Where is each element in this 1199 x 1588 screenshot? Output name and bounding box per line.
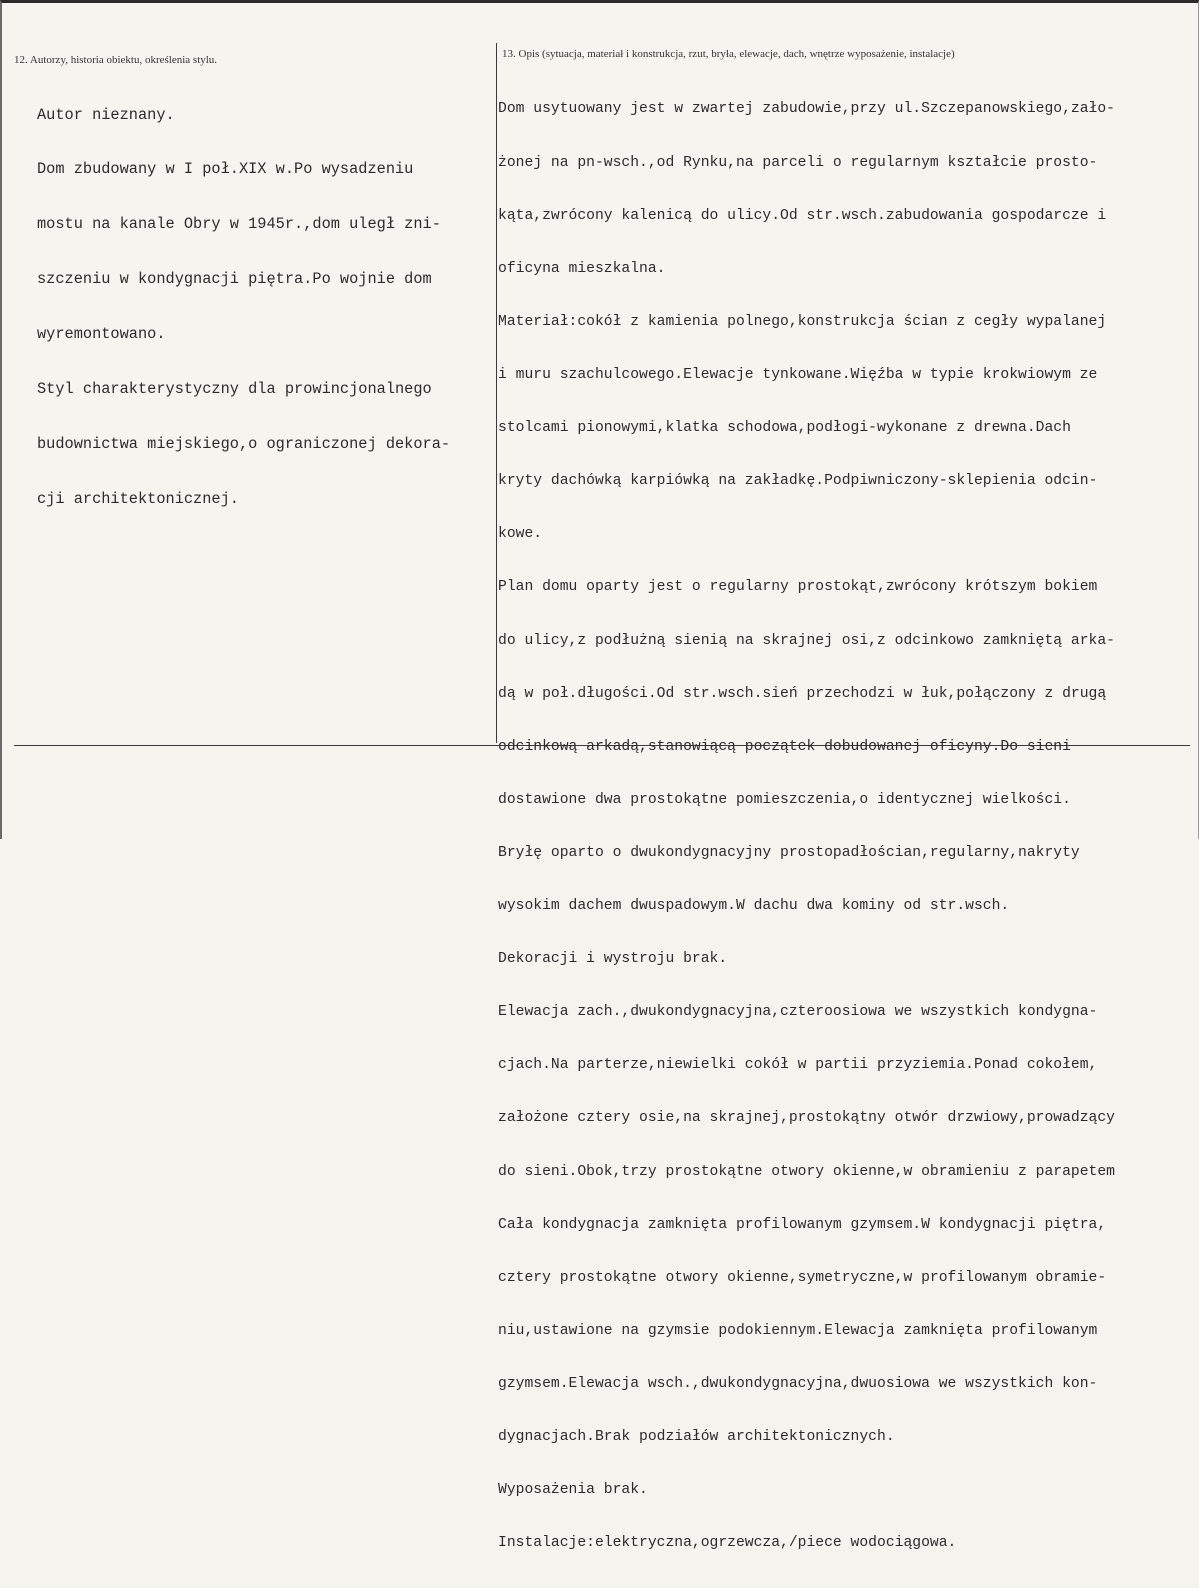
text-line: żonej na pn-wsch.,od Rynku,na parceli o regularnym kształcie prosto- — [498, 154, 1098, 171]
section-12-header: 12. Autorzy, historia obiektu, określenia stylu. — [14, 54, 218, 66]
text-line: kąta,zwrócony kalenicą do ulicy.Od str.wsch.zabudowania gospodarcze i — [498, 207, 1107, 224]
text-line: gzymsem.Elewacja wsch.,dwukondygnacyjna,dwuosiowa we wszystkich kon- — [498, 1376, 1098, 1393]
text-line: Dom zbudowany w I poł.XIX w.Po wysadzeniu — [37, 160, 414, 179]
text-line: Wyposażenia brak. — [498, 1482, 648, 1499]
text-line: założone cztery osie,na skrajnej,prostokątny otwór drzwiowy,prowadzący — [498, 1110, 1115, 1127]
text-line: oficyna mieszkalna. — [498, 260, 666, 277]
text-line: cztery prostokątne otwory okienne,symetryczne,w profilowanym obramie- — [498, 1269, 1107, 1286]
text-line: mostu na kanale Obry w 1945r.,dom uległ zni- — [37, 215, 441, 234]
text-line: cji architektonicznej. — [37, 489, 239, 508]
text-line: Dom usytuowany jest w zwartej zabudowie,przy ul.Szczepanowskiego,zało- — [498, 101, 1115, 118]
text-line: niu,ustawione na gzymsie podokiennym.Elewacja zamknięta profilowanym — [498, 1322, 1098, 1339]
text-line: odcinkową arkadą,stanowiącą początek dobudowanej oficyny.Do sieni — [498, 738, 1071, 755]
text-line: wyremontowano. — [37, 325, 166, 344]
text-line: wysokim dachem dwuspadowym.W dachu dwa kominy od str.wsch. — [498, 898, 1010, 915]
section-13-header: 13. Opis (sytuacja, materiał i konstrukcja, rzut, bryła, elewacje, dach, wnętrze wyposażenie, instalacje) — [502, 48, 955, 60]
text-line: Bryłę oparto o dwukondygnacyjny prostopadłościan,regularny,nakryty — [498, 844, 1080, 861]
text-line: Styl charakterystyczny dla prowincjonalnego — [37, 380, 432, 399]
text-line: budownictwa miejskiego,o ograniczonej dekora- — [37, 434, 451, 453]
text-line: dą w poł.długości.Od str.wsch.sień przechodzi w łuk,połączony z drugą — [498, 685, 1107, 702]
text-line: dygnacjach.Brak podziałów architektonicznych. — [498, 1429, 895, 1446]
text-line: dostawione dwa prostokątne pomieszczenia,o identycznej wielkości. — [498, 791, 1071, 808]
text-line: Cała kondygnacja zamknięta profilowanym gzymsem.W kondygnacji piętra, — [498, 1216, 1107, 1233]
text-line: kryty dachówką karpiówką na zakładkę.Podpiwniczony-sklepienia odcin- — [498, 473, 1098, 490]
text-line: cjach.Na parterze,niewielki cokół w partii przyziemia.Ponad cokołem, — [498, 1057, 1098, 1074]
text-line: Materiał:cokół z kamienia polnego,konstrukcja ścian z cegły wypalanej — [498, 313, 1107, 330]
column-divider — [496, 43, 497, 743]
text-line: szczeniu w kondygnacji piętra.Po wojnie dom — [37, 270, 432, 289]
text-line: Elewacja zach.,dwukondygnacyjna,czteroosiowa we wszystkich kondygna- — [498, 1004, 1098, 1021]
text-line: Autor nieznany. — [37, 105, 175, 124]
text-line: i muru szachulcowego.Elewacje tynkowane.Więźba w typie krokwiowym ze — [498, 366, 1098, 383]
text-line: Dekoracji i wystroju brak. — [498, 951, 728, 968]
text-line: Instalacje:elektryczna,ogrzewcza,/piece wodociągowa. — [498, 1535, 957, 1552]
text-line: do ulicy,z podłużną sienią na skrajnej osi,z odcinkowo zamkniętą arka- — [498, 632, 1115, 649]
section-13-text — [498, 66, 1115, 1588]
text-line: Plan domu oparty jest o regularny prostokąt,zwrócony krótszym bokiem — [498, 579, 1098, 596]
text-line: kowe. — [498, 526, 543, 543]
text-line: stolcami pionowymi,klatka schodowa,podłogi-wykonane z drewna.Dach — [498, 420, 1071, 437]
section-12-text — [37, 69, 450, 545]
text-line: do sieni.Obok,trzy prostokątne otwory okienne,w obramieniu z parapetem — [498, 1163, 1115, 1180]
